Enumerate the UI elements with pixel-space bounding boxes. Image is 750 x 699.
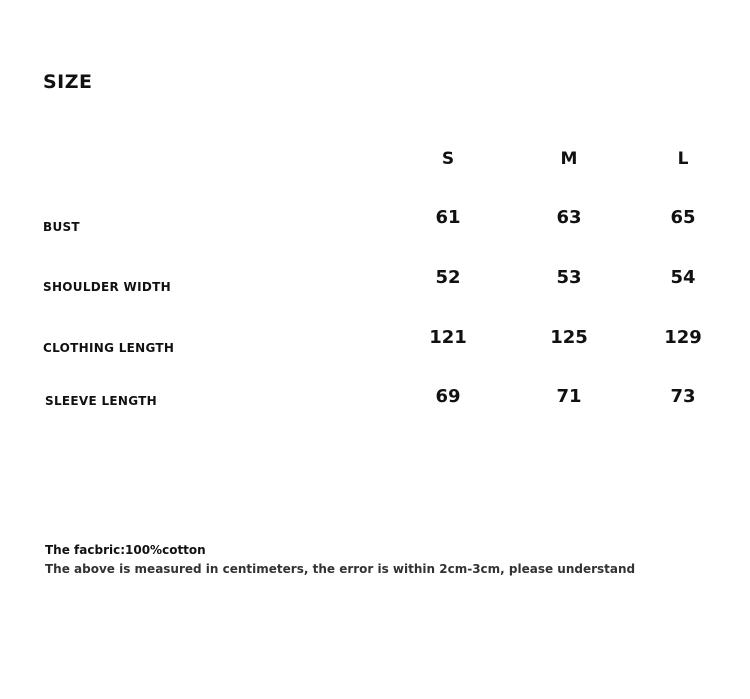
table-cell: 63 <box>556 207 582 228</box>
table-cell: 61 <box>435 207 461 228</box>
column-header-m: M <box>560 149 578 169</box>
measurement-note: The above is measured in centimeters, the error is within 2cm-3cm, please understand <box>45 562 636 576</box>
row-label-bust: BUST <box>43 220 80 234</box>
table-cell: 54 <box>670 267 696 288</box>
page-title: SIZE <box>43 71 93 93</box>
table-cell: 65 <box>670 207 696 228</box>
table-cell: 73 <box>670 386 696 407</box>
table-cell: 52 <box>435 267 461 288</box>
fabric-note: The facbric:100%cotton <box>45 543 206 557</box>
table-cell: 71 <box>556 386 582 407</box>
table-cell: 121 <box>429 327 467 348</box>
table-cell: 129 <box>664 327 702 348</box>
row-label-clothing-length: CLOTHING LENGTH <box>43 341 175 355</box>
table-cell: 53 <box>556 267 582 288</box>
row-label-sleeve-length: SLEEVE LENGTH <box>45 394 157 408</box>
row-label-shoulder-width: SHOULDER WIDTH <box>43 280 171 294</box>
column-header-s: S <box>441 149 455 169</box>
table-cell: 125 <box>550 327 588 348</box>
table-cell: 69 <box>435 386 461 407</box>
column-header-l: L <box>677 149 689 169</box>
